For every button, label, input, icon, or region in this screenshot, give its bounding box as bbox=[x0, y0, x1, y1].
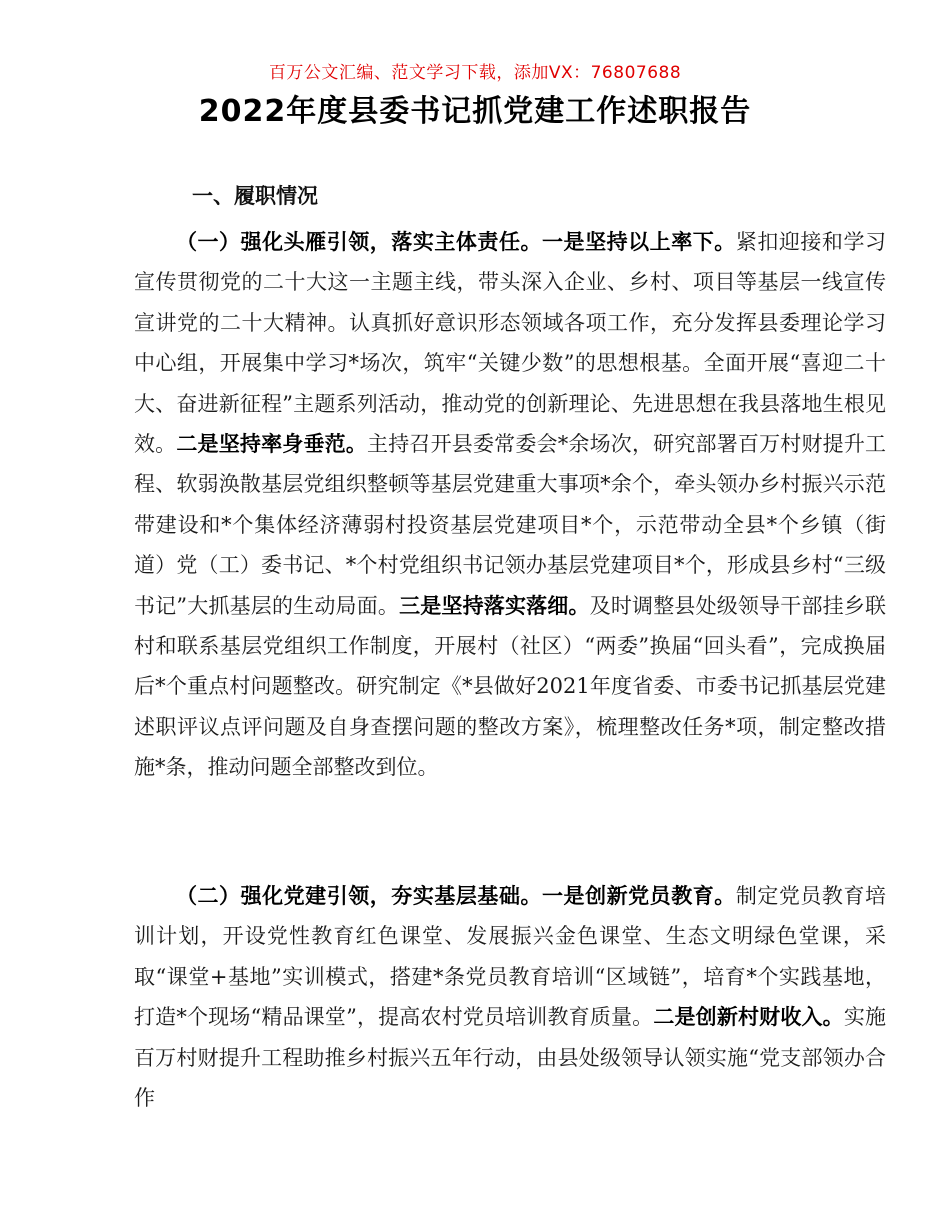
paragraph-lead: （一）强化头雁引领，落实主体责任。 bbox=[176, 230, 543, 254]
point-text: 实施百万村财提升工程助推乡村振兴五年行动，由县处级领导认领实施“党支部领办合作 bbox=[134, 1005, 887, 1111]
point-heading: 一是创新党员教育。 bbox=[542, 884, 736, 908]
point-text: 紧扣迎接和学习宣传贯彻党的二十大这一主题主线，带头深入企业、乡村、项目等基层一线宣传宣讲党的二十大精神。认真抓好意识形态领域各项工作，充分发挥县委理论学习中心组，开展集中学习*场次，筑牢“关键少数”的思想根基。全面开展“喜迎二十大、奋进新征程”主题系列活动，推动党的创新理论、先进思想在我县落地生根见效。 bbox=[134, 230, 886, 457]
section-heading: 一、履职情况 bbox=[192, 184, 318, 208]
point-text: 制定党员教育培训计划，开设党性教育红色课堂、发展振兴金色课堂、生态文明绿色堂课，采取“课堂+基地”实训模式，搭建*条党员教育培训“区域链”，培育*个实践基地，打造*个现场“精品课堂”，提高农村党员培训教育质量。 bbox=[134, 884, 886, 1030]
point-heading: 二是创新村财收入。 bbox=[653, 1005, 844, 1030]
paragraph-lead: （二）强化党建引领，夯实基层基础。 bbox=[176, 884, 543, 908]
page-title: 2022年度县委书记抓党建工作述职报告 bbox=[198, 94, 752, 129]
body-paragraph bbox=[134, 876, 886, 1118]
point-text: 主持召开县委常委会*余场次，研究部署百万村财提升工程、软弱涣散基层党组织整顿等基层党建重大事项*余个，牵头领办乡村振兴示范带建设和*个集体经济薄弱村投资基层党建项目*个，示范带动全县*个乡镇（街道）党（工）委书记、*个村党组织书记领办基层党建项目*个，形成县乡村“三级书记”大抓基层的生动局面。 bbox=[134, 432, 887, 618]
point-heading: 一是坚持以上率下。 bbox=[542, 230, 736, 254]
watermark-text: 百万公文汇编、范文学习下载，添加VX：76807688 bbox=[268, 63, 682, 83]
body-paragraph bbox=[134, 222, 886, 788]
point-text: 及时调整县处级领导干部挂乡联村和联系基层党组织工作制度，开展村（社区）“两委”换届“回头看”，完成换届后*个重点村问题整改。研究制定《*县做好2021年度省委、市委书记抓基层党建述职评议点评问题及自身查摆问题的整改方案》，梳理整改任务*项，制定整改措施*条，推动问题全部整改到位。 bbox=[134, 593, 886, 780]
point-heading: 二是坚持率身垂范。 bbox=[176, 432, 368, 457]
point-heading: 三是坚持落实落细。 bbox=[399, 593, 590, 618]
